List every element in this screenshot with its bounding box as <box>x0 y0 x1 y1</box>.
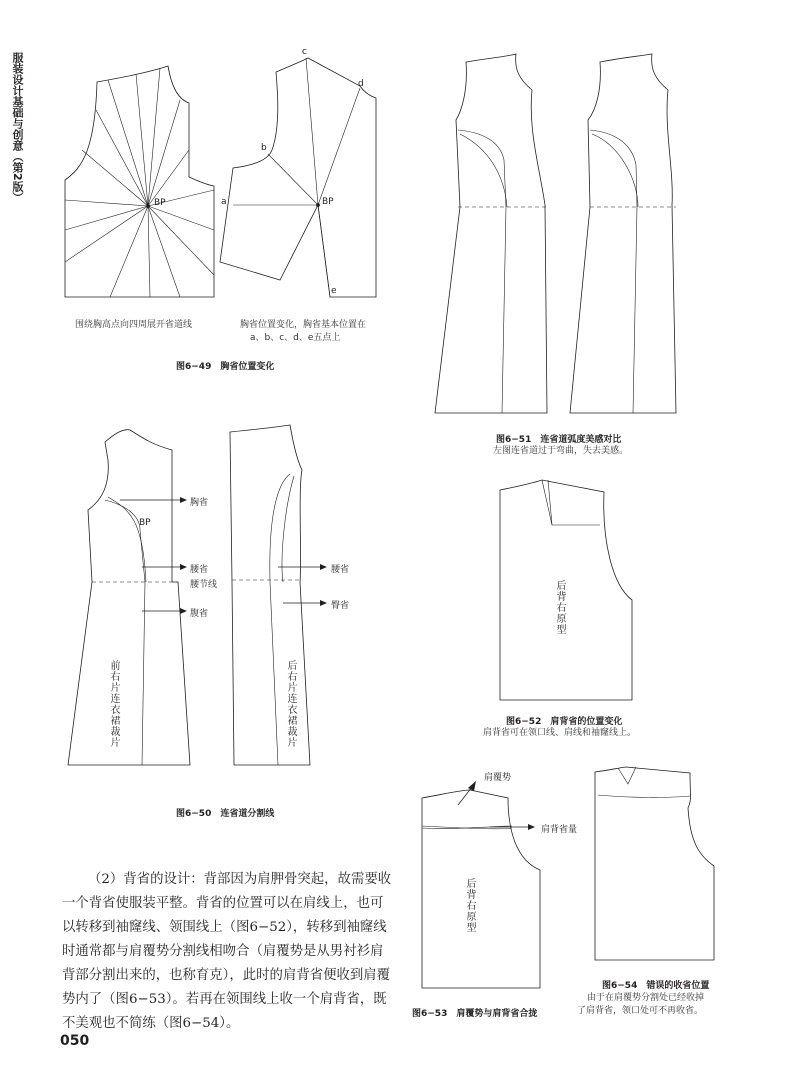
fig53-piece-label: 后背右原型 <box>464 878 475 933</box>
fig51-left-dress <box>435 54 547 413</box>
fig50-waist-dart-back-label: 腰省 <box>331 565 350 575</box>
fig50-waistline-label: 腰节线 <box>190 580 218 590</box>
fig53-dart-amount-label: 肩背省量 <box>541 825 578 835</box>
fig50-title: 图6−50 连省道分割线 <box>176 809 275 819</box>
fig54-title: 图6−54 错误的收省位置 <box>602 981 710 991</box>
fig50-arrows <box>120 497 327 614</box>
fig49-point-c: c <box>302 47 307 57</box>
fig50-hip-dart-label: 臀省 <box>331 601 350 611</box>
fig50-back-dress <box>230 425 310 765</box>
fig54-note-line1: 由于在肩覆势分割处已经收掉 <box>587 993 705 1003</box>
fig49-right-bodice <box>220 58 376 297</box>
fig51-note: 左图连省道过于弯曲，失去美感。 <box>493 446 629 456</box>
fig51-title: 图6−51 连省道弧度美感对比 <box>496 435 622 445</box>
fig49-right-caption-line2: a、b、c、d、e五点上 <box>250 333 341 343</box>
fig50-front-dress <box>68 430 190 765</box>
fig51-right-dress <box>570 54 676 413</box>
fig53-title: 图6−53 肩覆势与肩背省合拢 <box>412 1009 538 1019</box>
fig52-title: 图6−52 肩背省的位置变化 <box>506 717 623 727</box>
body-paragraph <box>62 868 392 1036</box>
fig49-title: 图6−49 胸省位置变化 <box>176 362 275 372</box>
fig52-piece-label: 后背右原型 <box>554 580 565 635</box>
fig54-note-line2: 了肩背省，领口处可不再收省。 <box>577 1006 704 1016</box>
fig50-waist-dart-front-label: 腰省 <box>190 565 209 575</box>
fig50-chest-dart-label: 胸省 <box>190 498 209 508</box>
fig49-bp-right-label: BP <box>322 197 334 207</box>
fig53-back-block <box>422 781 540 988</box>
fig49-point-d: d <box>358 79 364 89</box>
fig49-right-caption-line1: 胸省位置变化，胸省基本位置在 <box>240 320 367 330</box>
fig49-point-e: e <box>331 286 337 296</box>
fig50-back-piece-label: 后右片连衣裙裁片 <box>285 660 296 748</box>
fig52-note: 肩背省可在领口线、肩线和袖窿线上。 <box>483 728 637 738</box>
fig49-left-bodice <box>65 66 214 297</box>
body-text: （2）背省的设计：背部因为肩胛骨突起，故需要收一个背省使服装平整。背省的位置可以在肩线上，也可以转移到袖窿线、领围线上（图6−52），转移到袖窿线时通常都与肩覆势分割线相吻合（肩覆势是从男衬衫肩背部分割出来的，也称育克），此时的肩背省便收到肩覆势内了（图6−53）。若再在领围线上收一个肩背省，既不美观也不简练（图6−54）。 <box>62 872 392 1031</box>
book-title: 服装设计基础与创意（第2版） <box>11 52 24 203</box>
fig52-back-block <box>500 480 632 700</box>
fig49-point-a: a <box>221 197 227 207</box>
fig49-point-b: b <box>261 143 267 153</box>
fig54-back-block <box>595 767 714 960</box>
fig50-front-piece-label: 前右片连衣裙裁片 <box>108 660 119 748</box>
page-number: 050 <box>60 1033 90 1049</box>
fig49-bp-left-label: BP <box>154 198 166 208</box>
fig53-yoke-label: 肩覆势 <box>484 773 512 783</box>
fig49-left-caption: 围绕胸高点向四周展开省道线 <box>75 320 193 330</box>
fig50-belly-dart-label: 腹省 <box>190 609 209 619</box>
fig50-bp-label: BP <box>139 518 151 528</box>
